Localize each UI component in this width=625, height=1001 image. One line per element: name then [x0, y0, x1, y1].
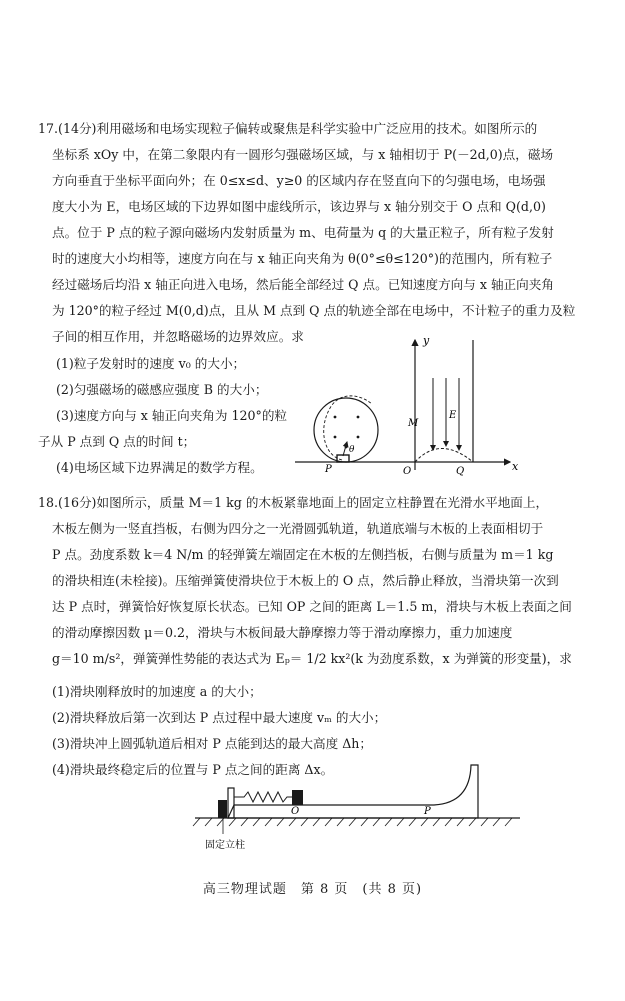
q18-line-1: 18.(16分)如图所示，质量 M＝1 kg 的木板紧靠地面上的固定立柱静置在光滑水平地面上， [38, 495, 549, 510]
q18-line-6: 的滑动摩擦因数 μ＝0.2，滑块与木板间最大静摩擦力等于滑动摩擦力，重力加速度 [52, 625, 513, 640]
q18-line-2: 木板左侧为一竖直挡板，右侧为四分之一光滑圆弧轨道，轨道底端与木板的上表面相切于 [52, 521, 544, 536]
q17-line-9: 子间的相互作用，并忽略磁场的边界效应。求 [52, 329, 304, 344]
label-o: O [291, 806, 300, 817]
q17-question-2: (2)匀强磁场的磁感应强度 B 的大小； [56, 382, 268, 397]
q17-question-1: (1)粒子发射时的速度 v₀ 的大小； [56, 356, 246, 371]
label-theta: θ [349, 445, 355, 455]
board-left-baffle [228, 788, 234, 818]
q17-line-5: 点。位于 P 点的粒子源向磁场内发射质量为 m、电荷量为 q 的大量正粒子，所有粒子发射 [52, 225, 554, 240]
q17-line-6: 时的速度大小均相等，速度方向在与 x 轴正向夹角为 θ(0°≤θ≤120°)的范围内，所有粒子 [52, 251, 553, 266]
q18-line-4: 的滑块相连(未栓接)。压缩弹簧使滑块位于木板上的 O 点，然后静止释放，当滑块第一次到 [52, 573, 559, 588]
label-y: y [423, 334, 430, 347]
q18-question-2: (2)滑块释放后第一次到达 P 点过程中最大速度 vₘ 的大小； [52, 710, 387, 725]
label-e: E [449, 410, 457, 421]
q17-line-4: 度大小为 E，电场区域的下边界如图中虚线所示，该边界与 x 轴分别交于 O 点和 Q(d,0) [52, 199, 546, 214]
q17-line-2: 坐标系 xOy 中，在第二象限内有一圆形匀强磁场区域，与 x 轴相切于 P(－2d,0)点，磁场 [52, 147, 554, 162]
label-x: x [512, 460, 519, 473]
q18-line-5: 达 P 点时，弹簧恰好恢复原长状态。已知 OP 之间的距离 L＝1.5 m，滑块与木板上表面之间 [52, 599, 572, 614]
q17-question-4: (4)电场区域下边界满足的数学方程。 [56, 460, 263, 475]
label-o: O [403, 466, 412, 477]
label-p: P [424, 806, 431, 817]
label-m: M [408, 418, 419, 429]
q17-line-7: 经过磁场后均沿 x 轴正向进入电场，然后能全部经过 Q 点。已知速度方向与 x 轴正向夹角 [52, 277, 554, 292]
label-q: Q [456, 466, 465, 477]
fixed-post [218, 800, 227, 818]
q18-question-3: (3)滑块冲上圆弧轨道后相对 P 点能到达的最大高度 Δh； [52, 736, 372, 751]
page-footer: 高三物理试题 第 8 页 (共 8 页) [202, 882, 423, 897]
label-p: P [325, 464, 332, 475]
post-label: 固定立柱 [205, 840, 245, 851]
q18-line-7: g＝10 m/s²，弹簧弹性势能的表达式为 Eₚ＝ 1/2 kx²(k 为劲度系数，x 为弹簧的形变量)，求 [52, 651, 572, 666]
q17-question-3b: 子从 P 点到 Q 点的时间 t； [38, 434, 196, 449]
q18-question-4: (4)滑块最终稳定后的位置与 P 点之间的距离 Δx。 [52, 762, 334, 777]
q17-line-3: 方向垂直于坐标平面向外；在 0≤x≤d、y≥0 的区域内存在竖直向下的匀强电场，电场强 [52, 173, 546, 188]
q17-question-3: (3)速度方向与 x 轴正向夹角为 120°的粒 [56, 408, 288, 423]
board-body [228, 765, 478, 818]
q17-line-1: 17.(14分)利用磁场和电场实现粒子偏转或聚焦是科学实验中广泛应用的技术。如图所示的 [38, 121, 538, 136]
spring [234, 792, 292, 802]
slider-block [292, 790, 303, 805]
q17-line-8: 为 120°的粒子经过 M(0,d)点，且从 M 点到 Q 点的轨迹全部在电场中，不计粒子的重力及粒 [52, 303, 576, 318]
q18-line-3: P 点。劲度系数 k＝4 N/m 的轻弹簧左端固定在木板的左侧挡板，右侧与质量为 m＝1 kg [52, 547, 554, 562]
q18-question-1: (1)滑块刚释放时的加速度 a 的大小； [52, 684, 262, 699]
